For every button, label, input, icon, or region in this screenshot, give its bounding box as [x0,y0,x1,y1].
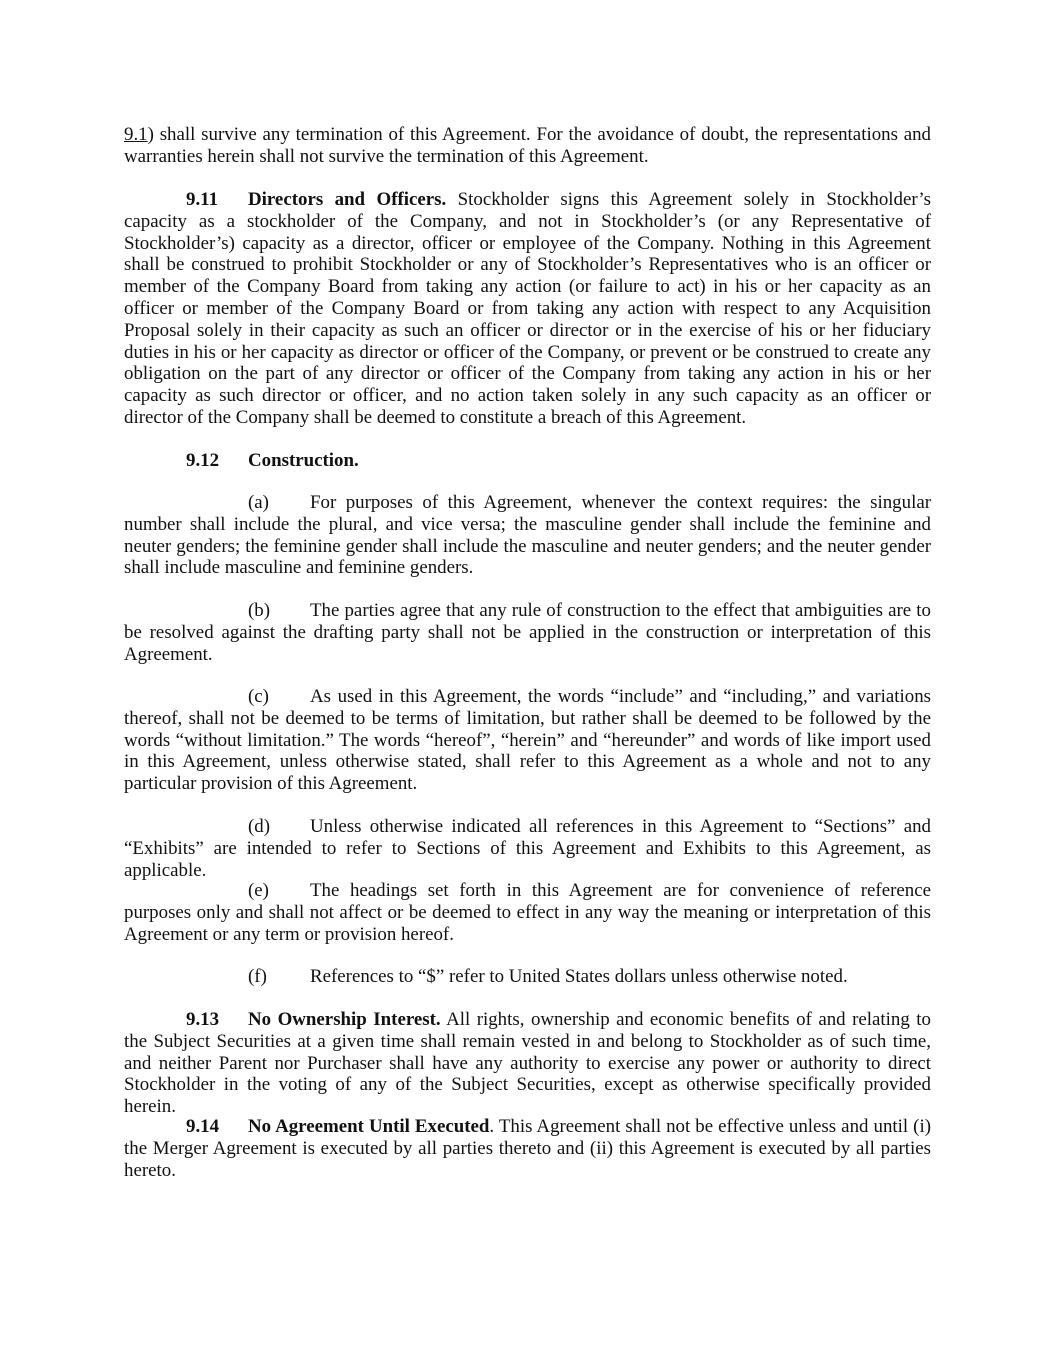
section-number: 9.13 [186,1009,220,1030]
subsection-f [124,966,931,988]
subsection-label: (d) [248,816,271,837]
subsection-label: (e) [248,880,269,901]
section-number: 9.11 [186,189,219,210]
subsection-text: As used in this Agreement, the words “include” and “including,” and variations thereof, shall not be deemed to be terms of limitation, but rather shall be deemed to be followed by the words “without limitation.” The words “hereof”, “herein” and “hereunder” and words of like import used in this Agreement, unless otherwise stated, shall refer to this Agreement as a whole and not to any particular provision of this Agreement. [124,686,931,795]
section-9-11 [124,189,931,429]
subsection-c [124,686,931,795]
continuation-paragraph [124,124,931,168]
section-number: 9.12 [186,450,220,471]
section-9-14 [124,1116,931,1181]
subsection-label: (b) [248,600,271,621]
section-heading: Construction. [248,450,359,471]
subsection-label: (f) [248,966,267,987]
subsection-text: Unless otherwise indicated all references in this Agreement to “Sections” and “Exhibits” are intended to refer to Sections of this Agreement and Exhibits to this Agreement, as applicable. [124,816,931,881]
paragraph-text: ) shall survive any termination of this Agreement. For the avoidance of doubt, the representations and warranties herein shall not survive the termination of this Agreement. [124,124,931,167]
subsection-b [124,600,931,665]
section-text: Stockholder signs this Agreement solely in Stockholder’s capacity as a stockholder of the Company, and not in Stockholder’s (or any Representative of Stockholder’s) capacity as a director, officer or employee of the Company. Nothing in this Agreement shall be construed to prohibit Stockholder or any of Stockholder’s Representatives who is an officer or member of the Company Board from taking any action (or failure to act) in his or her capacity as an officer or member of the Company Board or from taking any action with respect to any Acquisition Proposal solely in their capacity as such an officer or director or in the exercise of his or her fiduciary duties in his or her capacity as director or officer of the Company, or prevent or be construed to create any obligation on the part of any director or officer of the Company from taking any action in his or her capacity as such director or officer, and no action taken solely in any such capacity as an officer or director of the Company shall be deemed to constitute a breach of this Agreement. [124,189,931,428]
section-heading: No Ownership Interest. [248,1009,441,1030]
subsection-text: References to “$” refer to United States dollars unless otherwise noted. [310,966,848,987]
section-text: . This Agreement shall not be effective unless and until (i) the Merger Agreement is executed by all parties thereto and (ii) this Agreement is executed by all parties hereto. [124,1116,931,1181]
section-heading: Directors and Officers. [248,189,447,210]
section-number: 9.14 [186,1116,220,1137]
subsection-text: For purposes of this Agreement, whenever the context requires: the singular number shall include the plural, and vice versa; the masculine gender shall include the feminine and neuter genders; the feminine gender shall include the masculine and neuter genders; and the neuter gender shall include masculine and feminine genders. [124,492,931,579]
subsection-label: (c) [248,686,269,707]
subsection-e [124,880,931,945]
subsection-a [124,492,931,579]
subsection-text: The parties agree that any rule of construction to the effect that ambiguities are to be resolved against the drafting party shall not be applied in the construction or interpretation of this Agreement. [124,600,931,665]
section-9-13 [124,1009,931,1118]
subsection-d [124,816,931,881]
section-reference: 9.1 [124,124,148,145]
section-9-12 [124,450,931,472]
section-text: All rights, ownership and economic benefits of and relating to the Subject Securities at a given time shall remain vested in and belong to Stockholder as of such time, and neither Parent nor Purchaser shall have any authority to exercise any power or authority to direct Stockholder in the voting of any of the Subject Securities, except as otherwise specifically provided herein. [124,1009,931,1118]
subsection-label: (a) [248,492,269,513]
subsection-text: The headings set forth in this Agreement are for convenience of reference purposes only and shall not affect or be deemed to effect in any way the meaning or interpretation of this Agreement or any term or provision hereof. [124,880,931,945]
section-heading: No Agreement Until Executed [248,1116,490,1137]
